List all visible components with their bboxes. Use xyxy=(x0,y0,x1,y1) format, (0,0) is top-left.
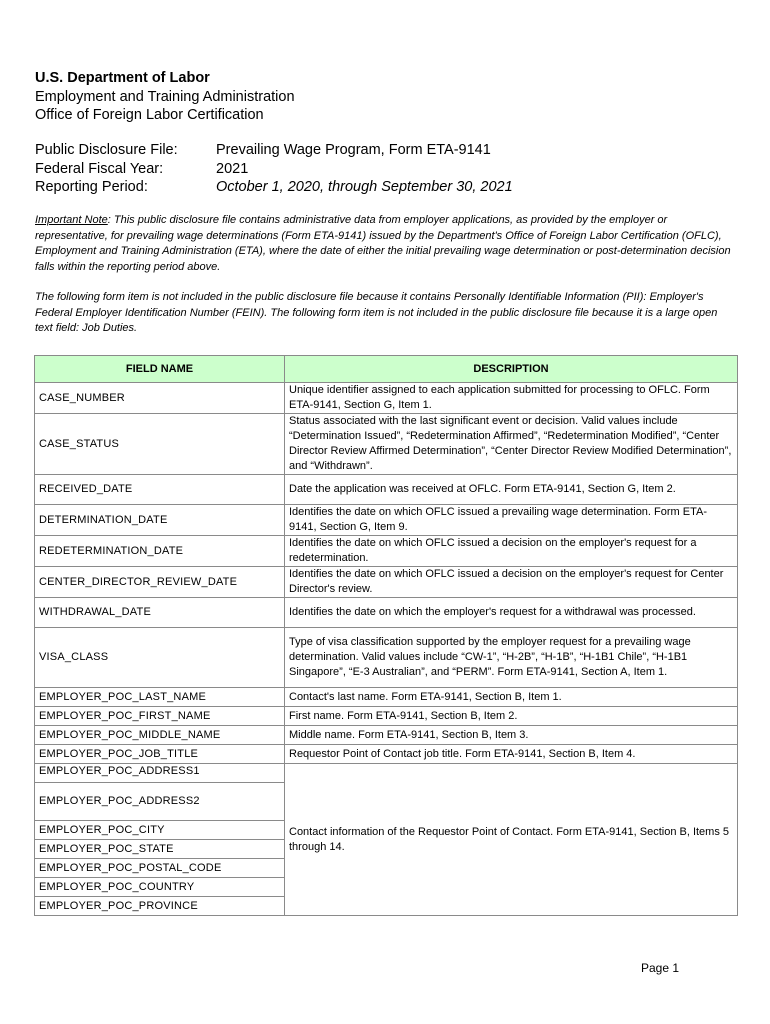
description-cell: Middle name. Form ETA-9141, Section B, Item 3. xyxy=(285,726,738,745)
table-row xyxy=(35,688,738,707)
field-name-cell: WITHDRAWAL_DATE xyxy=(35,598,285,628)
table-row xyxy=(35,745,738,764)
agency-header xyxy=(35,69,295,125)
field-name-cell: RECEIVED_DATE xyxy=(35,475,285,505)
field-name-cell: EMPLOYER_POC_FIRST_NAME xyxy=(35,707,285,726)
administration-name: Employment and Training Administration xyxy=(35,88,295,105)
table-row xyxy=(35,628,738,688)
table-row xyxy=(35,536,738,567)
table-row xyxy=(35,598,738,628)
table-row xyxy=(35,567,738,598)
table-row xyxy=(35,505,738,536)
table-header-row xyxy=(35,356,738,383)
field-name-cell: EMPLOYER_POC_ADDRESS1 xyxy=(35,764,285,783)
field-name-cell: EMPLOYER_POC_JOB_TITLE xyxy=(35,745,285,764)
field-name-cell: EMPLOYER_POC_COUNTRY xyxy=(35,878,285,897)
description-cell: Identifies the date on which the employer's request for a withdrawal was processed. xyxy=(285,598,738,628)
field-name-cell: EMPLOYER_POC_MIDDLE_NAME xyxy=(35,726,285,745)
description-cell: Identifies the date on which OFLC issued a decision on the employer's request for a redetermination. xyxy=(285,536,738,567)
important-note xyxy=(35,213,735,275)
field-name-header: FIELD NAME xyxy=(35,356,285,383)
office-name: Office of Foreign Labor Certification xyxy=(35,107,264,123)
description-cell: Date the application was received at OFLC. Form ETA-9141, Section G, Item 2. xyxy=(285,475,738,505)
field-name-cell: EMPLOYER_POC_STATE xyxy=(35,840,285,859)
year-value: 2021 xyxy=(216,160,249,177)
description-header: DESCRIPTION xyxy=(285,356,738,383)
field-name-cell: EMPLOYER_POC_LAST_NAME xyxy=(35,688,285,707)
field-name-cell: DETERMINATION_DATE xyxy=(35,505,285,536)
meta-row-file xyxy=(35,141,513,160)
field-name-cell: CENTER_DIRECTOR_REVIEW_DATE xyxy=(35,567,285,598)
file-value: Prevailing Wage Program, Form ETA-9141 xyxy=(216,142,491,158)
field-name-cell: CASE_NUMBER xyxy=(35,383,285,414)
period-value: October 1, 2020, through September 30, 2021 xyxy=(216,179,513,195)
table-row xyxy=(35,383,738,414)
field-name-cell: EMPLOYER_POC_PROVINCE xyxy=(35,897,285,916)
field-name-cell: REDETERMINATION_DATE xyxy=(35,536,285,567)
field-table xyxy=(34,355,738,916)
table-row xyxy=(35,726,738,745)
group-description-cell: Contact information of the Requestor Point of Contact. Form ETA-9141, Section B, Items 5 through 14. xyxy=(285,764,738,916)
meta-row-period xyxy=(35,178,513,197)
description-cell: Requestor Point of Contact job title. Form ETA-9141, Section B, Item 4. xyxy=(285,745,738,764)
description-cell: Identifies the date on which OFLC issued a decision on the employer's request for Center Director's review. xyxy=(285,567,738,598)
year-label: Federal Fiscal Year: xyxy=(35,160,164,177)
exclusion-note: The following form item is not included in the public disclosure file because it contains Personally Identifiable Information (PII): Employer's Federal Employer Identification Number (FEIN). The following form item is not included in the public disclosure file because it is a large open text field: Job Duties. xyxy=(35,291,718,334)
description-cell: Status associated with the last significant event or decision. Valid values include “Determination Issued”, “Redetermination Affirmed”, “Redetermination Modified”, “Center Director Review Affirmed Determination”, “Center Director Review Modified Determination”, and “Withdrawn”. xyxy=(285,414,738,475)
meta-row-year xyxy=(35,160,513,179)
field-name-cell: EMPLOYER_POC_CITY xyxy=(35,821,285,840)
note-text: : This public disclosure file contains administrative data from employer applications, as provided by the employer or representative, for prevailing wage determinations (Form ETA-9141) issued by the Department's Office of Foreign Labor Certification (OFLC), Employment and Training Administration (ETA), where the date of either the initial prevailing wage determination or post-determination decision falls within the reporting period above. xyxy=(35,214,731,273)
file-label: Public Disclosure File: xyxy=(35,142,178,158)
field-name-cell: CASE_STATUS xyxy=(35,414,285,475)
period-label: Reporting Period: xyxy=(35,179,148,195)
description-cell: Identifies the date on which OFLC issued a prevailing wage determination. Form ETA-9141, Section G, Item 9. xyxy=(285,505,738,536)
description-cell: Unique identifier assigned to each application submitted for processing to OFLC. Form ETA-9141, Section G, Item 1. xyxy=(285,383,738,414)
note-label: Important Note xyxy=(35,214,108,226)
file-metadata xyxy=(35,141,513,197)
description-cell: First name. Form ETA-9141, Section B, Item 2. xyxy=(285,707,738,726)
table-row xyxy=(35,475,738,505)
table-row xyxy=(35,764,738,783)
description-cell: Type of visa classification supported by the employer request for a prevailing wage determination. Valid values include “CW-1”, “H-2B”, “H-1B”, “H-1B1 Chile”, “H-1B1 Singapore”, “E-3 Australian”, and “PERM”. Form ETA-9141, Section A, Item 1. xyxy=(285,628,738,688)
table-row xyxy=(35,414,738,475)
description-cell: Contact's last name. Form ETA-9141, Section B, Item 1. xyxy=(285,688,738,707)
field-name-cell: VISA_CLASS xyxy=(35,628,285,688)
department-name: U.S. Department of Labor xyxy=(35,70,210,86)
field-name-cell: EMPLOYER_POC_POSTAL_CODE xyxy=(35,859,285,878)
page-number: Page 1 xyxy=(641,961,680,975)
table-row xyxy=(35,707,738,726)
field-name-cell: EMPLOYER_POC_ADDRESS2 xyxy=(35,783,285,821)
